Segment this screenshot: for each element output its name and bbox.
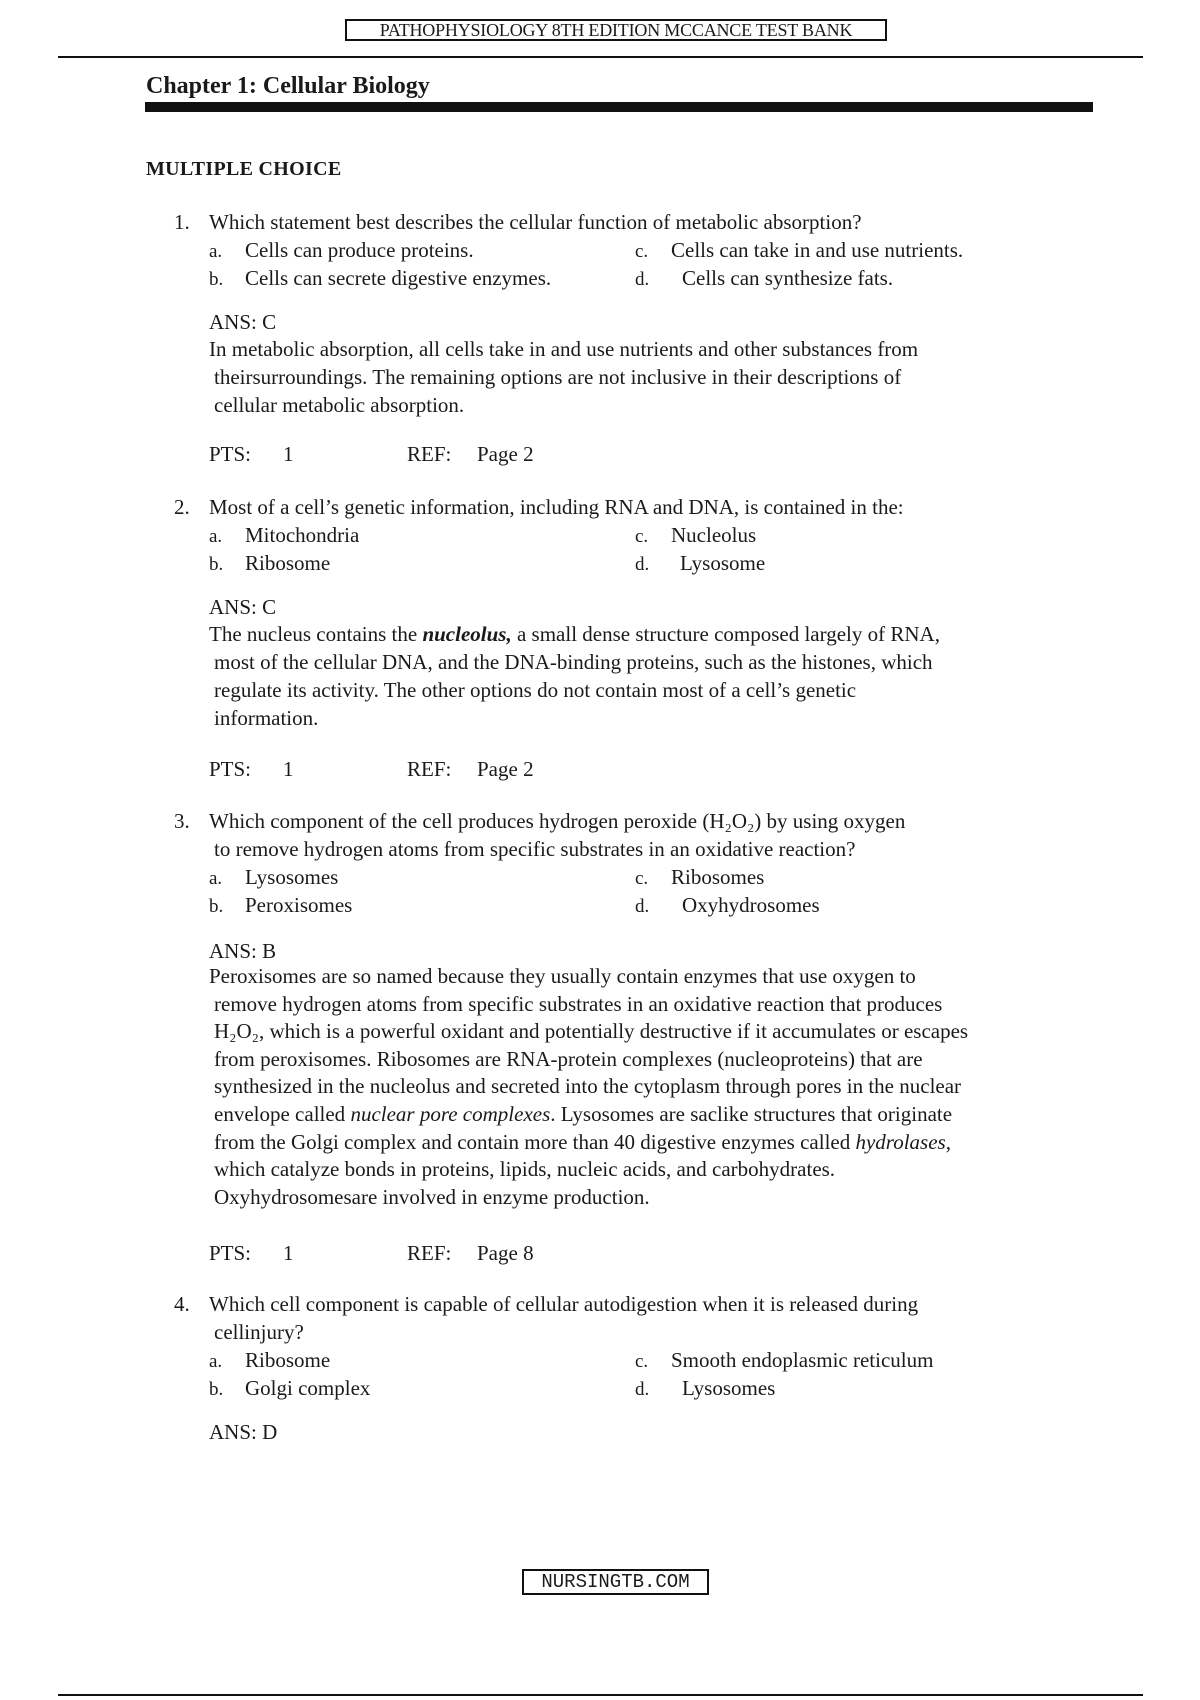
header-title: PATHOPHYSIOLOGY 8TH EDITION MCCANCE TEST BANK (345, 19, 887, 41)
answer-label: ANS: (209, 1420, 257, 1444)
option-text: Ribosome (245, 1348, 331, 1372)
question-line: Which cell component is capable of cellular autodigestion when it is released during (209, 1292, 919, 1316)
chapter-rule (145, 102, 1093, 112)
rationale-line: Peroxisomes are so named because they usually contain enzymes that use oxygen to (209, 964, 916, 988)
rationale-line: envelope called nuclear pore complexes. Lysosomes are saclike structures that originate (214, 1101, 953, 1126)
option-a (209, 863, 338, 893)
option-b (209, 264, 551, 294)
option-letter: b. (209, 554, 224, 575)
ref-value: Page 8 (477, 1241, 534, 1265)
option-d (635, 549, 765, 579)
option-d (635, 891, 820, 921)
answer-label: ANS: (209, 595, 257, 619)
option-letter: c. (635, 868, 649, 889)
option-letter: c. (635, 1351, 649, 1372)
pts-value: 1 (283, 442, 294, 466)
pts-label: PTS: (209, 757, 252, 781)
rationale-line: In metabolic absorption, all cells take in and use nutrients and other substances from (209, 337, 919, 361)
ref-label: REF: (407, 1241, 452, 1265)
question-text (209, 493, 1089, 521)
rationale-line: cellular metabolic absorption. (214, 393, 465, 417)
option-letter: c. (635, 526, 649, 547)
ref-label: REF: (407, 442, 452, 466)
section-title: MULTIPLE CHOICE (146, 158, 342, 180)
rationale-line: which catalyze bonds in proteins, lipids, nucleic acids, and carbohydrates. (214, 1157, 836, 1182)
option-letter: a. (209, 1351, 223, 1372)
answer-value: D (262, 1420, 278, 1444)
option-letter: d. (635, 269, 650, 290)
option-a (209, 1346, 330, 1376)
answer-value: C (262, 310, 277, 334)
option-c (635, 1346, 933, 1376)
question-line: Most of a cell’s genetic information, including RNA and DNA, is contained in the: (209, 495, 904, 519)
option-text: Smooth endoplasmic reticulum (671, 1348, 934, 1372)
option-text: Cells can produce proteins. (245, 238, 474, 262)
rationale-line: synthesized in the nucleolus and secreted into the cytoplasm through pores in the nuclear (214, 1074, 962, 1099)
pts-value: 1 (283, 757, 294, 781)
option-text: Cells can synthesize fats. (682, 266, 894, 290)
rationale-line: Oxyhydrosomesare involved in enzyme production. (214, 1184, 650, 1209)
option-b (209, 891, 352, 921)
option-text: Mitochondria (245, 523, 360, 547)
question-text (209, 807, 1089, 863)
option-letter: d. (635, 554, 650, 575)
rationale (209, 963, 1109, 1211)
option-text: Lysosomes (682, 1376, 776, 1400)
option-text: Golgi complex (245, 1376, 371, 1400)
option-letter: a. (209, 526, 223, 547)
question-line: cellinjury? (214, 1320, 304, 1344)
option-text: Cells can take in and use nutrients. (671, 238, 964, 262)
answer-value: C (262, 595, 277, 619)
option-text: Peroxisomes (245, 893, 353, 917)
question-line: Which statement best describes the cellular function of metabolic absorption? (209, 210, 862, 234)
option-text: Nucleolus (671, 523, 757, 547)
option-text: Lysosome (680, 551, 766, 575)
option-b (209, 549, 330, 579)
option-letter: a. (209, 241, 223, 262)
option-letter: b. (209, 896, 224, 917)
rationale-line: remove hydrogen atoms from specific substrates in an oxidative reaction that produces (214, 991, 943, 1016)
question-number: 2. (174, 495, 190, 519)
header-rule (58, 56, 1143, 58)
rationale-line: H₂O₂, which is a powerful oxidant and potentially destructive if it accumulates or escapes (214, 1019, 969, 1044)
option-text: Oxyhydrosomes (682, 893, 820, 917)
pts-label: PTS: (209, 1241, 252, 1265)
answer-value: B (262, 939, 277, 963)
option-c (635, 236, 963, 266)
rationale-line: information. (214, 706, 319, 730)
option-c (635, 521, 756, 551)
answer-label: ANS: (209, 939, 257, 963)
option-letter: d. (635, 896, 650, 917)
option-a (209, 236, 474, 266)
option-text: Cells can secrete digestive enzymes. (245, 266, 552, 290)
question-number: 3. (174, 809, 190, 833)
option-b (209, 1374, 370, 1404)
ref-label: REF: (407, 757, 452, 781)
option-letter: d. (635, 1379, 650, 1400)
footer-site-label: NURSINGTB.COM (522, 1569, 709, 1595)
option-letter: b. (209, 1379, 224, 1400)
rationale-line: regulate its activity. The other options do not contain most of a cell’s genetic (214, 678, 857, 702)
pts-value: 1 (283, 1241, 294, 1265)
question-text (209, 208, 1089, 236)
question-line: to remove hydrogen atoms from specific substrates in an oxidative reaction? (214, 837, 856, 861)
option-d (635, 264, 893, 294)
chapter-title: Chapter 1: Cellular Biology (146, 73, 430, 99)
question-line: Which component of the cell produces hydrogen peroxide (H₂O₂) by using oxygen (209, 809, 906, 833)
question-number: 4. (174, 1292, 190, 1316)
rationale (209, 335, 1109, 419)
option-text: Ribosomes (671, 865, 765, 889)
option-c (635, 863, 764, 893)
key-term: hydrolases, (855, 1129, 951, 1154)
rationale-line: from peroxisomes. Ribosomes are RNA-protein complexes (nucleoproteins) that are (214, 1046, 923, 1071)
rationale-line: theirsurroundings. The remaining options are not inclusive in their descriptions of (214, 365, 902, 389)
option-letter: a. (209, 868, 223, 889)
answer (209, 308, 276, 336)
answer (209, 593, 276, 621)
answer (209, 937, 276, 965)
answer-label: ANS: (209, 310, 257, 334)
key-term: nuclear pore complexes (350, 1101, 551, 1126)
footer-rule (58, 1694, 1143, 1696)
pts-label: PTS: (209, 442, 252, 466)
rationale (209, 620, 1109, 732)
option-letter: b. (209, 269, 224, 290)
rationale-line: most of the cellular DNA, and the DNA-binding proteins, such as the histones, which (214, 650, 933, 674)
option-text: Lysosomes (245, 865, 339, 889)
question-number: 1. (174, 210, 190, 234)
rationale-line: from the Golgi complex and contain more than 40 digestive enzymes called hydrolases, (214, 1129, 951, 1154)
option-d (635, 1374, 775, 1404)
question-text (209, 1290, 1089, 1346)
answer (209, 1418, 277, 1446)
key-term: nucleolus, (422, 622, 512, 646)
ref-value: Page 2 (477, 757, 534, 781)
option-a (209, 521, 359, 551)
option-letter: c. (635, 241, 649, 262)
option-text: Ribosome (245, 551, 331, 575)
rationale-line: The nucleus contains the nucleolus, a small dense structure composed largely of RNA, (209, 622, 940, 646)
ref-value: Page 2 (477, 442, 534, 466)
